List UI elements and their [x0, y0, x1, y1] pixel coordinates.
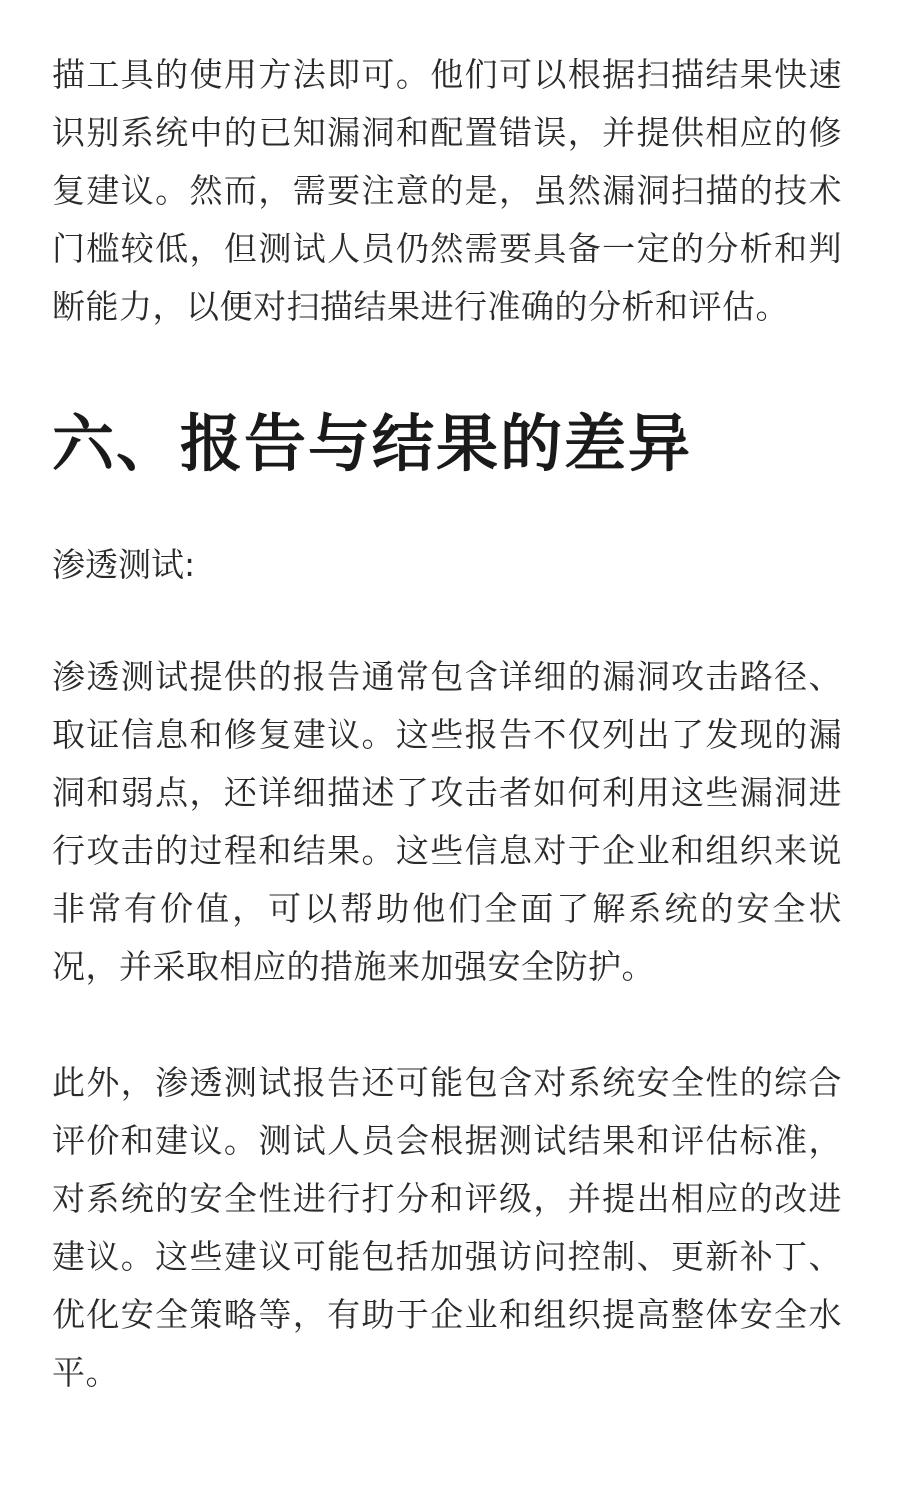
body-paragraph-1: 渗透测试提供的报告通常包含详细的漏洞攻击路径、取证信息和修复建议。这些报告不仅列出了发现的漏洞和弱点，还详细描述了攻击者如何利用这些漏洞进行攻击的过程和结果。这些信息对于企业和组织来说非常有价值，可以帮助他们全面了解系统的安全状况，并采取相应的措施来加强安全防护。 [52, 657, 842, 986]
intro-paragraph: 描工具的使用方法即可。他们可以根据扫描结果快速识别系统中的已知漏洞和配置错误，并提供相应的修复建议。然而，需要注意的是，虽然漏洞扫描的技术门槛较低，但测试人员仍然需要具备一定的分析和判断能力，以便对扫描结果进行准确的分析和评估。 [52, 55, 842, 326]
body-paragraph-2: 此外，渗透测试报告还可能包含对系统安全性的综合评价和建议。测试人员会根据测试结果和评估标准，对系统的安全性进行打分和评级，并提出相应的改进建议。这些建议可能包括加强访问控制、更新补丁、优化安全策略等，有助于企业和组织提高整体安全水平。 [52, 1063, 842, 1392]
subsection-label: 渗透测试: [52, 545, 196, 584]
article-body [52, 46, 842, 1402]
section-heading: 六、报告与结果的差异 [52, 407, 693, 480]
